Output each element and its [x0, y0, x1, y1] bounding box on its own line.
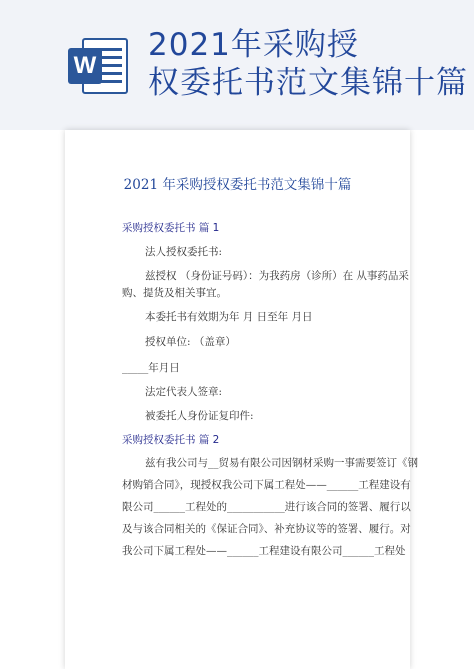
paragraph: 及与该合同相关的《保证合同》、补充协议等的签署、履行。对: [122, 523, 411, 535]
paragraph: 材购销合同》，现授权我公司下属工程处——______工程建设有: [122, 479, 411, 491]
paragraph: 被委托人身份证复印件:: [145, 410, 254, 422]
paragraph: _____年月日: [122, 362, 180, 374]
section-2-title: 采购授权委托书 篇 2: [122, 434, 220, 446]
section-1-title: 采购授权委托书 篇 1: [122, 222, 220, 234]
paragraph: 兹有我公司与__贸易有限公司因钢材采购一事需要签订《钢: [145, 457, 418, 469]
paragraph: 购、提货及相关事宜。: [122, 287, 227, 299]
paragraph: 本委托书有效期为年 月 日至年 月日: [145, 311, 313, 323]
document-heading: 2021 年采购授权委托书范文集锦十篇: [123, 177, 352, 193]
document-page: [65, 130, 418, 669]
paragraph: 我公司下属工程处——______工程建设有限公司______工程处: [122, 545, 406, 557]
banner-title-line-2: 权委托书范文集锦十篇: [148, 65, 468, 101]
paragraph: 法人授权委托书:: [145, 246, 223, 258]
paragraph: 兹授权 （身份证号码）：为我药房（诊所）在 从事药品采: [145, 270, 409, 282]
paragraph: 授权单位: （盖章）: [145, 336, 236, 348]
banner-title-line-1: 2021年采购授: [148, 27, 359, 63]
paragraph: 法定代表人签章:: [145, 386, 223, 398]
word-document-icon: [68, 38, 128, 94]
word-letter: W: [68, 48, 102, 84]
title-banner: [0, 0, 474, 130]
paragraph: 限公司______工程处的___________进行该合同的签署、履行以: [122, 501, 411, 513]
